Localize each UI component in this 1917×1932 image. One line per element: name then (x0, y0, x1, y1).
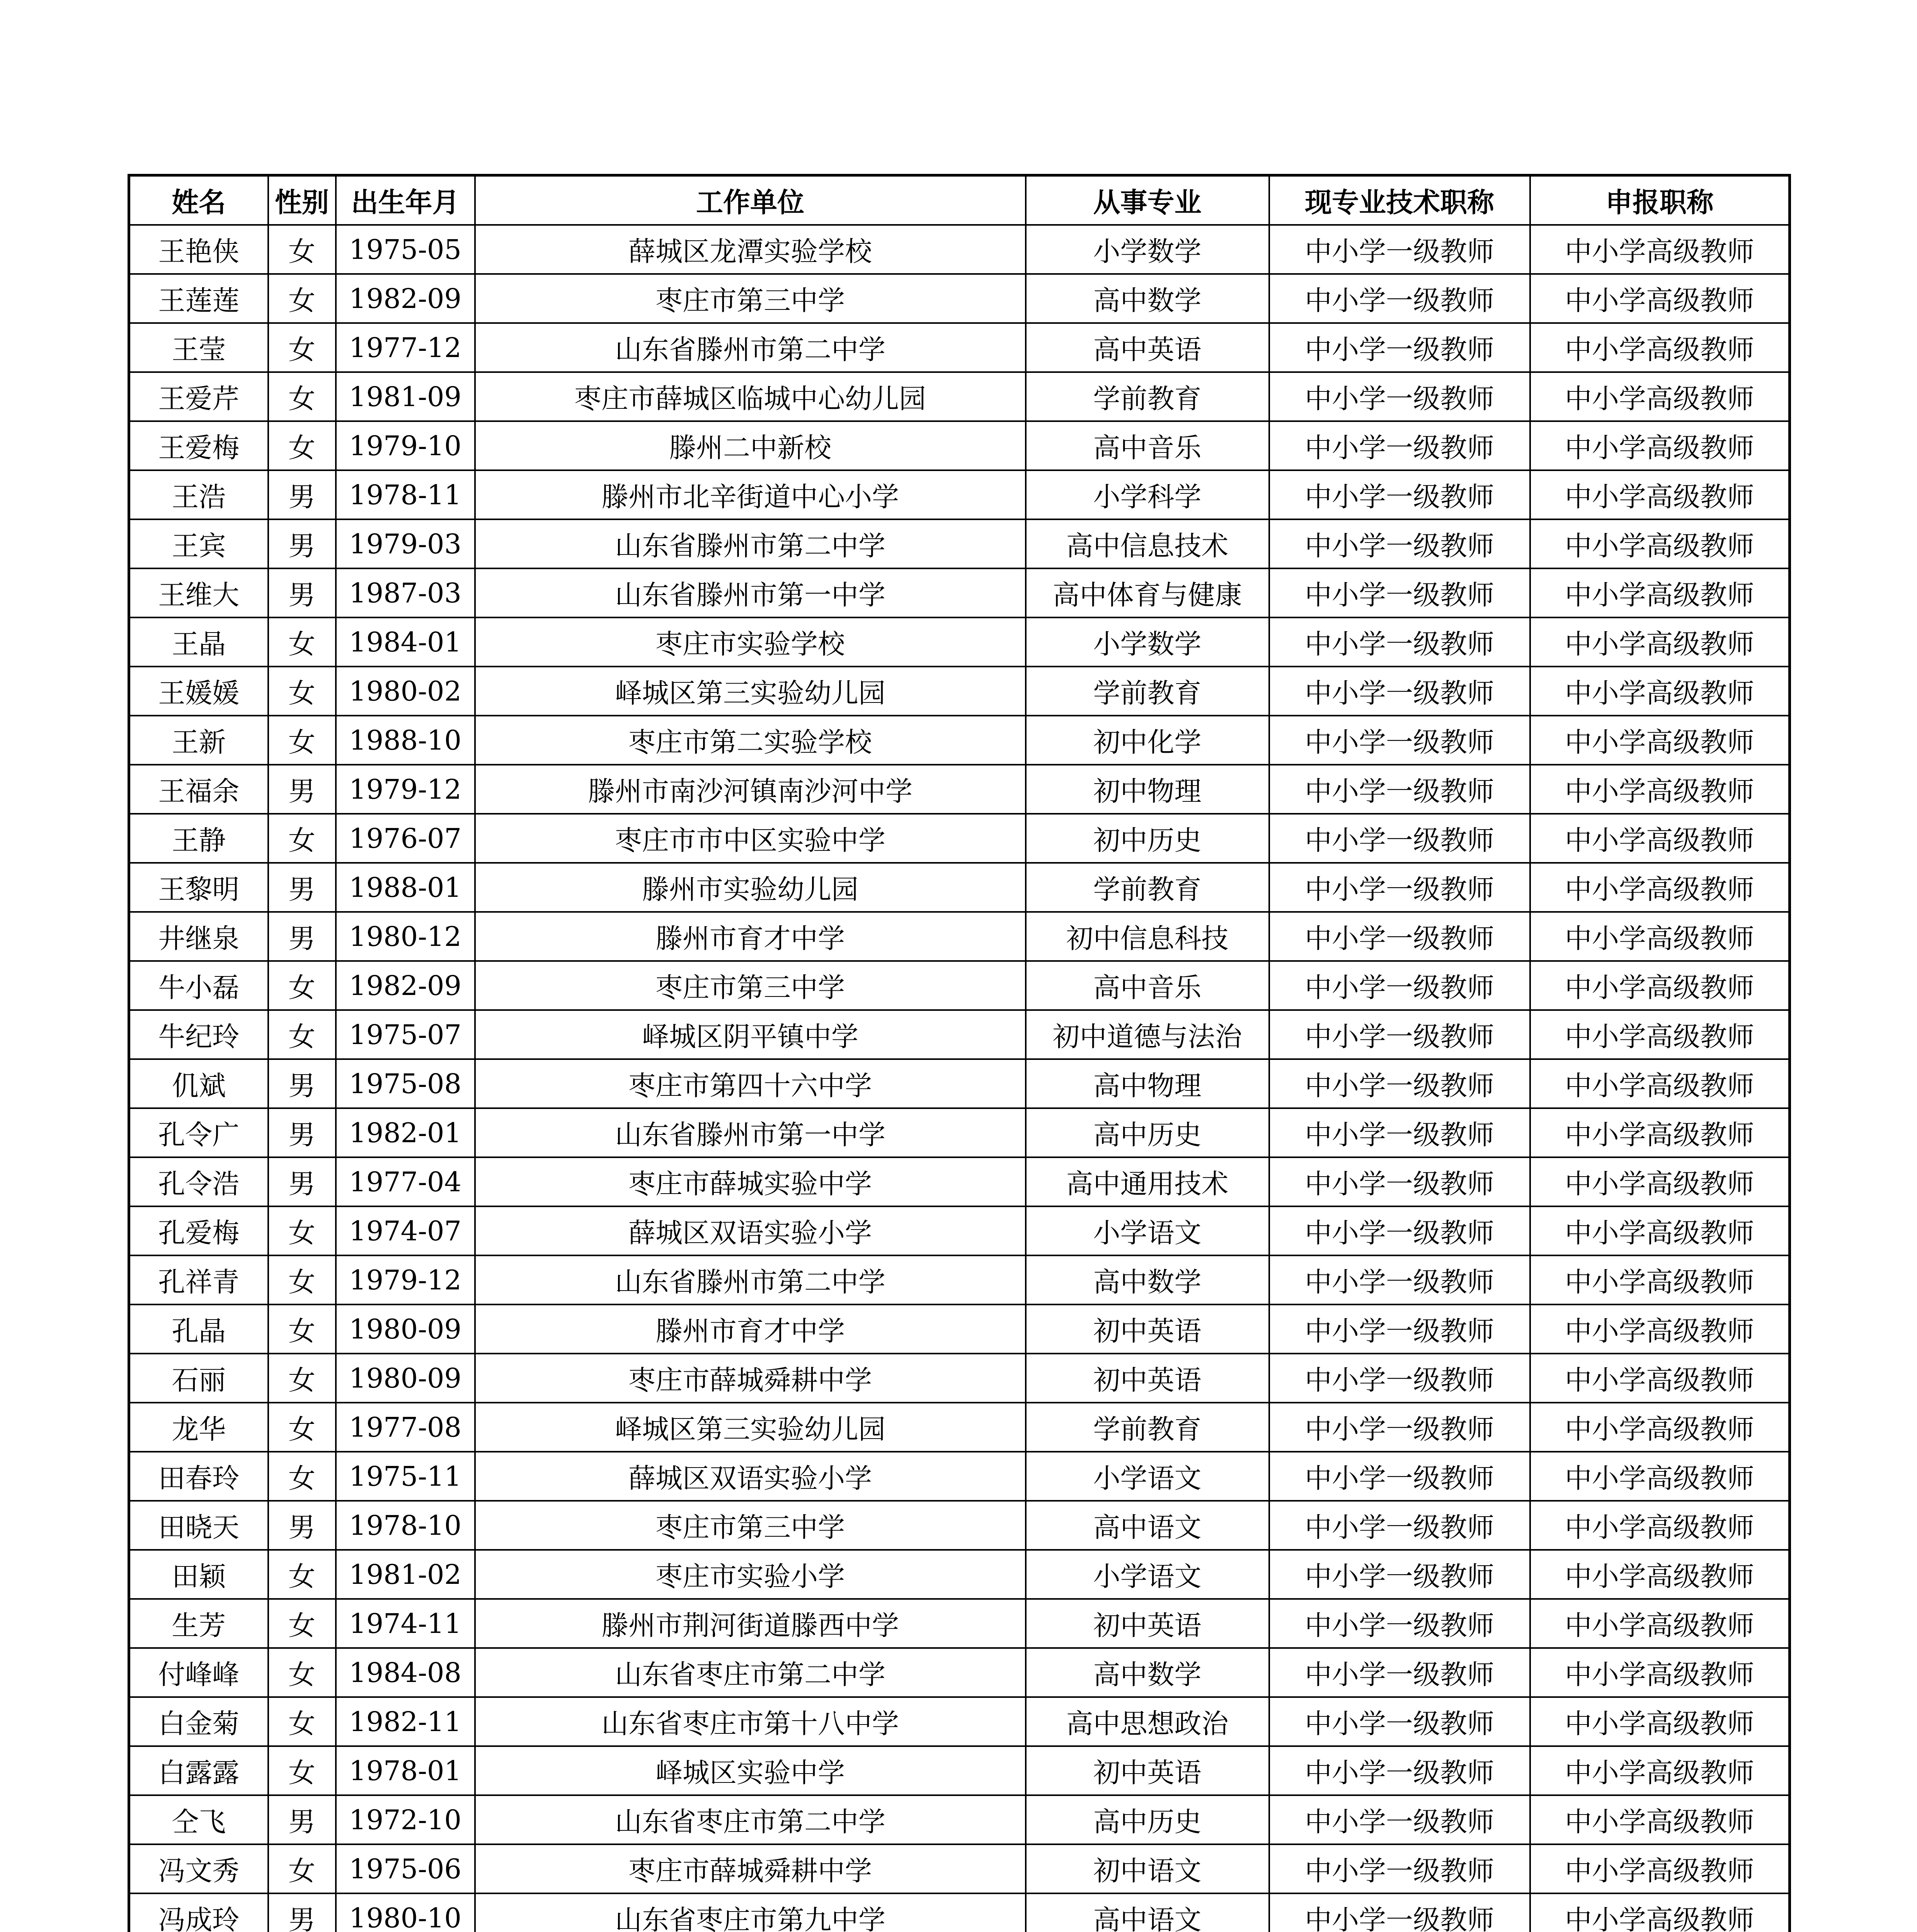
header-birth: 出生年月 (336, 175, 475, 225)
cell-current-title: 中小学一级教师 (1269, 1354, 1530, 1403)
cell-name: 田春玲 (129, 1452, 268, 1501)
header-name: 姓名 (129, 175, 268, 225)
cell-name: 生芳 (129, 1599, 268, 1648)
cell-workplace: 薛城区双语实验小学 (475, 1452, 1026, 1501)
cell-gender: 女 (268, 667, 336, 716)
cell-specialty: 高中音乐 (1026, 961, 1269, 1010)
cell-specialty: 小学语文 (1026, 1452, 1269, 1501)
cell-birth: 1980-10 (336, 1893, 475, 1932)
cell-applied-title: 中小学高级教师 (1530, 1403, 1790, 1452)
cell-gender: 女 (268, 1599, 336, 1648)
table-row (129, 372, 1790, 421)
cell-gender: 女 (268, 323, 336, 372)
cell-gender: 女 (268, 1206, 336, 1255)
cell-workplace: 枣庄市薛城舜耕中学 (475, 1354, 1026, 1403)
cell-specialty: 初中英语 (1026, 1599, 1269, 1648)
cell-current-title: 中小学一级教师 (1269, 1844, 1530, 1893)
cell-current-title: 中小学一级教师 (1269, 912, 1530, 961)
cell-name: 井继泉 (129, 912, 268, 961)
cell-specialty: 小学语文 (1026, 1206, 1269, 1255)
cell-birth: 1988-10 (336, 716, 475, 765)
cell-gender: 男 (268, 863, 336, 912)
cell-gender: 男 (268, 765, 336, 814)
cell-gender: 男 (268, 568, 336, 617)
cell-name: 仉斌 (129, 1059, 268, 1108)
cell-birth: 1974-11 (336, 1599, 475, 1648)
cell-current-title: 中小学一级教师 (1269, 1304, 1530, 1354)
cell-applied-title: 中小学高级教师 (1530, 568, 1790, 617)
cell-birth: 1984-01 (336, 617, 475, 667)
cell-workplace: 滕州市育才中学 (475, 1304, 1026, 1354)
cell-gender: 女 (268, 1304, 336, 1354)
table-row (129, 519, 1790, 568)
cell-specialty: 初中英语 (1026, 1304, 1269, 1354)
cell-applied-title: 中小学高级教师 (1530, 863, 1790, 912)
cell-applied-title: 中小学高级教师 (1530, 1108, 1790, 1157)
cell-specialty: 高中语文 (1026, 1501, 1269, 1550)
cell-workplace: 滕州市荆河街道滕西中学 (475, 1599, 1026, 1648)
cell-specialty: 高中音乐 (1026, 421, 1269, 470)
cell-specialty: 高中思想政治 (1026, 1697, 1269, 1746)
cell-name: 王维大 (129, 568, 268, 617)
cell-specialty: 高中英语 (1026, 323, 1269, 372)
cell-current-title: 中小学一级教师 (1269, 1599, 1530, 1648)
cell-workplace: 山东省滕州市第二中学 (475, 1255, 1026, 1304)
table-row (129, 470, 1790, 519)
cell-birth: 1988-01 (336, 863, 475, 912)
cell-specialty: 初中语文 (1026, 1844, 1269, 1893)
cell-workplace: 滕州市实验幼儿园 (475, 863, 1026, 912)
table-row (129, 1795, 1790, 1844)
cell-name: 王晶 (129, 617, 268, 667)
cell-gender: 女 (268, 961, 336, 1010)
cell-birth: 1978-11 (336, 470, 475, 519)
cell-birth: 1978-01 (336, 1746, 475, 1795)
header-workplace: 工作单位 (475, 175, 1026, 225)
table-row (129, 1304, 1790, 1354)
cell-current-title: 中小学一级教师 (1269, 1108, 1530, 1157)
cell-name: 冯成玲 (129, 1893, 268, 1932)
cell-applied-title: 中小学高级教师 (1530, 1648, 1790, 1697)
cell-current-title: 中小学一级教师 (1269, 716, 1530, 765)
table-row (129, 225, 1790, 274)
cell-current-title: 中小学一级教师 (1269, 1157, 1530, 1206)
cell-applied-title: 中小学高级教师 (1530, 1795, 1790, 1844)
cell-applied-title: 中小学高级教师 (1530, 1550, 1790, 1599)
cell-name: 王莲莲 (129, 274, 268, 323)
cell-gender: 女 (268, 1452, 336, 1501)
cell-current-title: 中小学一级教师 (1269, 1452, 1530, 1501)
cell-workplace: 枣庄市第三中学 (475, 961, 1026, 1010)
cell-applied-title: 中小学高级教师 (1530, 1844, 1790, 1893)
cell-gender: 女 (268, 1844, 336, 1893)
cell-specialty: 小学数学 (1026, 617, 1269, 667)
cell-workplace: 枣庄市薛城舜耕中学 (475, 1844, 1026, 1893)
cell-specialty: 初中历史 (1026, 814, 1269, 863)
cell-birth: 1982-01 (336, 1108, 475, 1157)
cell-gender: 女 (268, 1648, 336, 1697)
cell-workplace: 枣庄市薛城实验中学 (475, 1157, 1026, 1206)
cell-applied-title: 中小学高级教师 (1530, 323, 1790, 372)
cell-workplace: 峄城区第三实验幼儿园 (475, 1403, 1026, 1452)
cell-applied-title: 中小学高级教师 (1530, 1304, 1790, 1354)
cell-current-title: 中小学一级教师 (1269, 1010, 1530, 1059)
cell-specialty: 高中物理 (1026, 1059, 1269, 1108)
cell-specialty: 高中历史 (1026, 1108, 1269, 1157)
table-row (129, 1255, 1790, 1304)
cell-gender: 女 (268, 421, 336, 470)
cell-birth: 1982-09 (336, 961, 475, 1010)
cell-current-title: 中小学一级教师 (1269, 667, 1530, 716)
cell-current-title: 中小学一级教师 (1269, 519, 1530, 568)
cell-gender: 女 (268, 225, 336, 274)
table-row (129, 1403, 1790, 1452)
table-row (129, 667, 1790, 716)
cell-name: 白金菊 (129, 1697, 268, 1746)
cell-gender: 男 (268, 470, 336, 519)
header-row (129, 175, 1790, 225)
cell-birth: 1975-11 (336, 1452, 475, 1501)
cell-name: 王黎明 (129, 863, 268, 912)
personnel-table (128, 174, 1791, 1932)
cell-applied-title: 中小学高级教师 (1530, 617, 1790, 667)
table-row (129, 1206, 1790, 1255)
cell-specialty: 小学数学 (1026, 225, 1269, 274)
cell-birth: 1981-02 (336, 1550, 475, 1599)
cell-name: 孔祥青 (129, 1255, 268, 1304)
header-applied-title: 申报职称 (1530, 175, 1790, 225)
cell-applied-title: 中小学高级教师 (1530, 1206, 1790, 1255)
cell-applied-title: 中小学高级教师 (1530, 912, 1790, 961)
cell-workplace: 薛城区龙潭实验学校 (475, 225, 1026, 274)
cell-gender: 女 (268, 1403, 336, 1452)
table-row (129, 765, 1790, 814)
cell-workplace: 枣庄市实验小学 (475, 1550, 1026, 1599)
cell-gender: 女 (268, 1354, 336, 1403)
cell-applied-title: 中小学高级教师 (1530, 519, 1790, 568)
cell-gender: 男 (268, 1059, 336, 1108)
table-row (129, 1157, 1790, 1206)
table-row (129, 1893, 1790, 1932)
cell-current-title: 中小学一级教师 (1269, 814, 1530, 863)
cell-current-title: 中小学一级教师 (1269, 765, 1530, 814)
cell-birth: 1979-12 (336, 1255, 475, 1304)
cell-workplace: 山东省枣庄市第九中学 (475, 1893, 1026, 1932)
cell-workplace: 滕州市南沙河镇南沙河中学 (475, 765, 1026, 814)
cell-workplace: 枣庄市第二实验学校 (475, 716, 1026, 765)
cell-name: 孔晶 (129, 1304, 268, 1354)
cell-applied-title: 中小学高级教师 (1530, 1746, 1790, 1795)
cell-current-title: 中小学一级教师 (1269, 1501, 1530, 1550)
cell-specialty: 高中数学 (1026, 1648, 1269, 1697)
cell-birth: 1987-03 (336, 568, 475, 617)
cell-workplace: 峄城区实验中学 (475, 1746, 1026, 1795)
cell-birth: 1977-12 (336, 323, 475, 372)
cell-gender: 女 (268, 1746, 336, 1795)
cell-name: 石丽 (129, 1354, 268, 1403)
cell-name: 龙华 (129, 1403, 268, 1452)
cell-birth: 1980-02 (336, 667, 475, 716)
cell-gender: 女 (268, 1550, 336, 1599)
cell-current-title: 中小学一级教师 (1269, 863, 1530, 912)
table-row (129, 1746, 1790, 1795)
cell-gender: 男 (268, 1108, 336, 1157)
cell-specialty: 高中通用技术 (1026, 1157, 1269, 1206)
cell-workplace: 薛城区双语实验小学 (475, 1206, 1026, 1255)
table-row (129, 912, 1790, 961)
cell-gender: 男 (268, 1893, 336, 1932)
cell-current-title: 中小学一级教师 (1269, 421, 1530, 470)
cell-gender: 女 (268, 617, 336, 667)
cell-specialty: 小学科学 (1026, 470, 1269, 519)
cell-name: 王静 (129, 814, 268, 863)
cell-specialty: 学前教育 (1026, 863, 1269, 912)
cell-applied-title: 中小学高级教师 (1530, 1157, 1790, 1206)
cell-current-title: 中小学一级教师 (1269, 1697, 1530, 1746)
cell-birth: 1981-09 (336, 372, 475, 421)
cell-specialty: 高中语文 (1026, 1893, 1269, 1932)
cell-name: 孔爱梅 (129, 1206, 268, 1255)
table-row (129, 1599, 1790, 1648)
cell-applied-title: 中小学高级教师 (1530, 1010, 1790, 1059)
cell-name: 田颖 (129, 1550, 268, 1599)
cell-workplace: 山东省枣庄市第十八中学 (475, 1697, 1026, 1746)
cell-gender: 男 (268, 1795, 336, 1844)
cell-specialty: 高中数学 (1026, 274, 1269, 323)
header-specialty: 从事专业 (1026, 175, 1269, 225)
cell-applied-title: 中小学高级教师 (1530, 716, 1790, 765)
cell-name: 牛纪玲 (129, 1010, 268, 1059)
cell-workplace: 山东省滕州市第二中学 (475, 323, 1026, 372)
cell-specialty: 高中体育与健康 (1026, 568, 1269, 617)
cell-specialty: 学前教育 (1026, 1403, 1269, 1452)
cell-name: 白露露 (129, 1746, 268, 1795)
cell-name: 王莹 (129, 323, 268, 372)
cell-applied-title: 中小学高级教师 (1530, 1059, 1790, 1108)
cell-workplace: 峄城区阴平镇中学 (475, 1010, 1026, 1059)
cell-applied-title: 中小学高级教师 (1530, 1893, 1790, 1932)
cell-gender: 男 (268, 912, 336, 961)
cell-current-title: 中小学一级教师 (1269, 1893, 1530, 1932)
cell-specialty: 初中英语 (1026, 1354, 1269, 1403)
cell-name: 付峰峰 (129, 1648, 268, 1697)
header-gender: 性别 (268, 175, 336, 225)
cell-current-title: 中小学一级教师 (1269, 1648, 1530, 1697)
cell-current-title: 中小学一级教师 (1269, 1206, 1530, 1255)
table-row (129, 274, 1790, 323)
table-row (129, 1697, 1790, 1746)
cell-workplace: 枣庄市第三中学 (475, 274, 1026, 323)
cell-birth: 1980-09 (336, 1304, 475, 1354)
cell-workplace: 峄城区第三实验幼儿园 (475, 667, 1026, 716)
table-row (129, 1501, 1790, 1550)
cell-current-title: 中小学一级教师 (1269, 961, 1530, 1010)
cell-workplace: 滕州市北辛街道中心小学 (475, 470, 1026, 519)
cell-birth: 1975-06 (336, 1844, 475, 1893)
cell-birth: 1974-07 (336, 1206, 475, 1255)
cell-birth: 1976-07 (336, 814, 475, 863)
cell-birth: 1980-09 (336, 1354, 475, 1403)
cell-applied-title: 中小学高级教师 (1530, 470, 1790, 519)
cell-applied-title: 中小学高级教师 (1530, 814, 1790, 863)
cell-gender: 女 (268, 372, 336, 421)
cell-current-title: 中小学一级教师 (1269, 323, 1530, 372)
cell-workplace: 山东省滕州市第二中学 (475, 519, 1026, 568)
table-row (129, 568, 1790, 617)
cell-applied-title: 中小学高级教师 (1530, 961, 1790, 1010)
cell-applied-title: 中小学高级教师 (1530, 1255, 1790, 1304)
table-row (129, 1108, 1790, 1157)
cell-specialty: 初中英语 (1026, 1746, 1269, 1795)
cell-current-title: 中小学一级教师 (1269, 617, 1530, 667)
cell-name: 王宾 (129, 519, 268, 568)
table-row (129, 1010, 1790, 1059)
cell-workplace: 滕州二中新校 (475, 421, 1026, 470)
cell-specialty: 学前教育 (1026, 667, 1269, 716)
cell-current-title: 中小学一级教师 (1269, 1403, 1530, 1452)
cell-specialty: 高中历史 (1026, 1795, 1269, 1844)
cell-specialty: 初中化学 (1026, 716, 1269, 765)
cell-gender: 女 (268, 1010, 336, 1059)
cell-birth: 1975-05 (336, 225, 475, 274)
cell-current-title: 中小学一级教师 (1269, 225, 1530, 274)
cell-current-title: 中小学一级教师 (1269, 1255, 1530, 1304)
table-row (129, 863, 1790, 912)
cell-current-title: 中小学一级教师 (1269, 372, 1530, 421)
cell-gender: 男 (268, 519, 336, 568)
cell-applied-title: 中小学高级教师 (1530, 372, 1790, 421)
cell-current-title: 中小学一级教师 (1269, 568, 1530, 617)
cell-workplace: 山东省滕州市第一中学 (475, 1108, 1026, 1157)
cell-name: 王媛媛 (129, 667, 268, 716)
cell-workplace: 枣庄市薛城区临城中心幼儿园 (475, 372, 1026, 421)
cell-birth: 1982-09 (336, 274, 475, 323)
cell-workplace: 山东省枣庄市第二中学 (475, 1648, 1026, 1697)
cell-birth: 1980-12 (336, 912, 475, 961)
table-row (129, 617, 1790, 667)
cell-specialty: 高中信息技术 (1026, 519, 1269, 568)
table-row (129, 323, 1790, 372)
cell-workplace: 滕州市育才中学 (475, 912, 1026, 961)
cell-birth: 1978-10 (336, 1501, 475, 1550)
table-body (129, 225, 1790, 1932)
cell-gender: 女 (268, 274, 336, 323)
table-row (129, 421, 1790, 470)
cell-name: 冯文秀 (129, 1844, 268, 1893)
cell-applied-title: 中小学高级教师 (1530, 1501, 1790, 1550)
cell-applied-title: 中小学高级教师 (1530, 274, 1790, 323)
cell-workplace: 枣庄市第四十六中学 (475, 1059, 1026, 1108)
table-row (129, 961, 1790, 1010)
cell-birth: 1979-12 (336, 765, 475, 814)
table-row (129, 1648, 1790, 1697)
cell-name: 孔令广 (129, 1108, 268, 1157)
table-row (129, 716, 1790, 765)
cell-gender: 男 (268, 1501, 336, 1550)
cell-name: 王福余 (129, 765, 268, 814)
cell-gender: 女 (268, 814, 336, 863)
cell-specialty: 学前教育 (1026, 372, 1269, 421)
table-row (129, 1550, 1790, 1599)
cell-applied-title: 中小学高级教师 (1530, 1599, 1790, 1648)
cell-name: 王浩 (129, 470, 268, 519)
cell-name: 仝飞 (129, 1795, 268, 1844)
table-row (129, 814, 1790, 863)
cell-name: 田晓天 (129, 1501, 268, 1550)
cell-workplace: 山东省枣庄市第二中学 (475, 1795, 1026, 1844)
cell-specialty: 高中数学 (1026, 1255, 1269, 1304)
cell-birth: 1982-11 (336, 1697, 475, 1746)
cell-applied-title: 中小学高级教师 (1530, 225, 1790, 274)
cell-current-title: 中小学一级教师 (1269, 1746, 1530, 1795)
header-current-title: 现专业技术职称 (1269, 175, 1530, 225)
cell-birth: 1975-08 (336, 1059, 475, 1108)
cell-birth: 1979-10 (336, 421, 475, 470)
cell-specialty: 初中物理 (1026, 765, 1269, 814)
cell-applied-title: 中小学高级教师 (1530, 1452, 1790, 1501)
cell-current-title: 中小学一级教师 (1269, 1795, 1530, 1844)
cell-name: 王新 (129, 716, 268, 765)
cell-current-title: 中小学一级教师 (1269, 274, 1530, 323)
cell-specialty: 初中道德与法治 (1026, 1010, 1269, 1059)
cell-specialty: 小学语文 (1026, 1550, 1269, 1599)
cell-workplace: 枣庄市第三中学 (475, 1501, 1026, 1550)
cell-name: 牛小磊 (129, 961, 268, 1010)
cell-current-title: 中小学一级教师 (1269, 1059, 1530, 1108)
cell-birth: 1975-07 (336, 1010, 475, 1059)
cell-birth: 1977-08 (336, 1403, 475, 1452)
cell-specialty: 初中信息科技 (1026, 912, 1269, 961)
cell-gender: 男 (268, 1157, 336, 1206)
cell-gender: 女 (268, 716, 336, 765)
cell-birth: 1977-04 (336, 1157, 475, 1206)
cell-name: 孔令浩 (129, 1157, 268, 1206)
cell-birth: 1972-10 (336, 1795, 475, 1844)
cell-applied-title: 中小学高级教师 (1530, 765, 1790, 814)
cell-gender: 女 (268, 1697, 336, 1746)
table-row (129, 1059, 1790, 1108)
cell-name: 王爱梅 (129, 421, 268, 470)
cell-applied-title: 中小学高级教师 (1530, 421, 1790, 470)
cell-gender: 女 (268, 1255, 336, 1304)
cell-applied-title: 中小学高级教师 (1530, 667, 1790, 716)
cell-applied-title: 中小学高级教师 (1530, 1697, 1790, 1746)
cell-name: 王艳侠 (129, 225, 268, 274)
table-row (129, 1452, 1790, 1501)
cell-birth: 1984-08 (336, 1648, 475, 1697)
table-row (129, 1844, 1790, 1893)
cell-workplace: 枣庄市实验学校 (475, 617, 1026, 667)
cell-applied-title: 中小学高级教师 (1530, 1354, 1790, 1403)
cell-workplace: 山东省滕州市第一中学 (475, 568, 1026, 617)
cell-current-title: 中小学一级教师 (1269, 1550, 1530, 1599)
table-row (129, 1354, 1790, 1403)
cell-name: 王爱芹 (129, 372, 268, 421)
cell-current-title: 中小学一级教师 (1269, 470, 1530, 519)
cell-workplace: 枣庄市市中区实验中学 (475, 814, 1026, 863)
cell-birth: 1979-03 (336, 519, 475, 568)
